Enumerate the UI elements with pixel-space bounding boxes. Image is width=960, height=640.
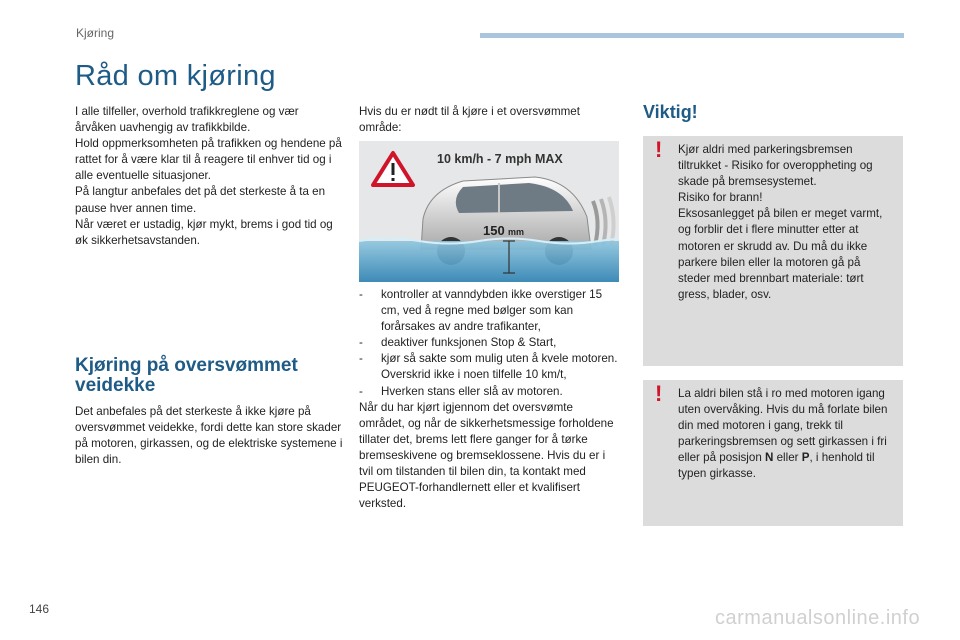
water-level (359, 241, 619, 282)
flood-paragraph: Det anbefales på det sterkeste å ikke kjøre på oversvømmet veidekke, fordi dette kan store skader på motoren, girkassen, og de elektriske systemene i bilen din. (75, 405, 343, 467)
important-heading: Viktig! (643, 102, 698, 122)
flood-heading: Kjøring på oversvømmet veidekke (75, 355, 298, 396)
page-number: 146 (29, 602, 50, 616)
flood-illustration (359, 141, 619, 282)
intro-line: Hold oppmerksomheten på trafikken og hendene på rattet for å være klar til å reagere til enhver tid og i alle eventuelle situasjoner. (75, 137, 342, 183)
precaution-list (359, 287, 621, 400)
note-text: Kjør aldri med parkeringsbremsen tiltrukket - Risiko for overoppheting og skade på bremsesystemet. (678, 143, 873, 189)
middle-outro: Når du har kjørt igjennom det oversvømte området, og når de sikkerhetsmessige forholdene tillater det, brems lett flere ganger for å tørke bremseskivene og bremseklossene. Hvis du er i tvil om tilstanden til bilen din, ta kontakt med PEUGEOT-forhandlernett eller et kvalifisert verksted. (359, 400, 614, 511)
intro-line: I alle tilfeller, overhold trafikkreglene og vær årvåken uavhengig av trafikkbilde. (75, 105, 299, 135)
car-in-water-illustration (359, 141, 619, 282)
warning-note-2 (643, 380, 903, 526)
list-item: - deaktiver funksjonen Stop & Start, (359, 335, 621, 351)
warning-note-1 (643, 136, 903, 366)
speed-limit-label: 10 km/h - 7 mph MAX (437, 152, 563, 166)
list-item: - Hverken stans eller slå av motoren. (359, 384, 621, 400)
page-title: Råd om kjøring (75, 60, 276, 92)
warning-triangle-icon (373, 153, 413, 185)
note-text: Risiko for brann! (678, 191, 763, 205)
exclamation-icon: ! (655, 137, 663, 162)
note-text: Eksosanlegget på bilen er meget varmt, og forblir det i flere minutter etter at motoren er skrudd av. Du må du ikke parkere bilen eller la motoren gå på steder med brennbart materiale: tørt gress, blader, osv. (678, 207, 883, 301)
section-label: Kjøring (76, 26, 115, 40)
flood-body (75, 404, 343, 468)
middle-intro-text: Hvis du er nødt til å kjøre i et oversvømmet område: (359, 105, 580, 135)
list-item: - kjør så sakte som mulig uten å kvele motoren. Overskrid ikke i noen tilfelle 10 km/t, (359, 351, 621, 383)
depth-value: 150 (483, 223, 505, 238)
intro-text (75, 104, 343, 249)
intro-line: Når været er ustadig, kjør mykt, brems i god tid og øk sikkerhetsavstanden. (75, 217, 333, 247)
header-bar (480, 33, 904, 38)
middle-intro (359, 104, 621, 136)
list-item: - kontroller at vanndybden ikke overstiger 15 cm, ved å regne med bølger som kan forårsakes av andre trafikanter, (359, 287, 621, 335)
exclamation-icon: ! (655, 381, 663, 406)
depth-unit: mm (508, 227, 525, 237)
intro-line: På langtur anbefales det på det sterkeste å ta en pause hver annen time. (75, 185, 326, 215)
middle-steps (359, 287, 621, 512)
watermark: carmanualsonline.info (715, 607, 921, 629)
note-text: La aldri bilen stå i ro med motoren igang uten overvåking. Hvis du må forlate bilen din med motoren i gang, trekk til parkeringsbremsen og sett girkassen i fri eller på posisjon N eller P, i henhold til typen girkasse. (678, 387, 888, 481)
